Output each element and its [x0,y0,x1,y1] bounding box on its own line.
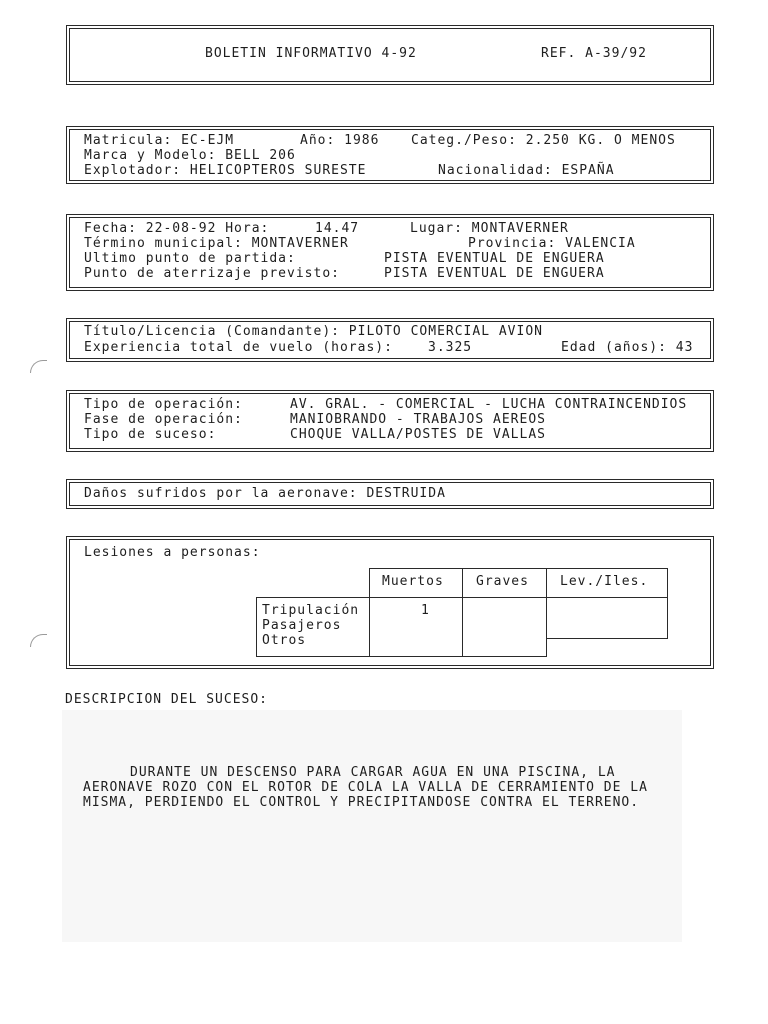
description-line-1: DURANTE UN DESCENSO PARA CARGAR AGUA EN UNA PISCINA, LA [130,765,616,780]
departure-value: PISTA EVENTUAL DE ENGUERA [384,251,605,266]
experience-hours: 3.325 [428,340,473,355]
landing-value: PISTA EVENTUAL DE ENGUERA [384,266,605,281]
row-label-otros: Otros [262,633,307,648]
leves-cell [546,597,668,639]
aircraft-damage: Daños sufridos por la aeronave: DESTRUIDA [84,486,446,501]
event-type: CHOQUE VALLA/POSTES DE VALLAS [290,427,546,442]
description-line-2: AERONAVE ROZO CON EL ROTOR DE COLA LA VALLA DE CERRAMIENTO DE LA [83,780,648,795]
muertos-cell [369,597,463,657]
col-header-leves: Lev./Iles. [560,574,649,589]
registration: Matricula: EC-EJM [84,133,235,148]
description-line-3: MISMA, PERDIENDO EL CONTROL Y PRECIPITANDOSE CONTRA EL TERRENO. [83,795,640,810]
punch-hole-bottom [30,634,47,647]
col-header-muertos: Muertos [382,574,444,589]
operation-phase-label: Fase de operación: [84,412,243,427]
operation-phase: MANIOBRANDO - TRABAJOS AEREOS [290,412,546,427]
province: Provincia: VALENCIA [468,236,636,251]
bulletin-title: BOLETIN INFORMATIVO 4-92 [205,46,417,61]
row-label-tripulacion: Tripulación [262,603,360,618]
time-value: 14.47 [315,221,360,236]
date-time-label: Fecha: 22-08-92 Hora: [84,221,270,236]
injuries-title: Lesiones a personas: [84,545,261,560]
make-model: Marca y Modelo: BELL 206 [84,148,296,163]
operation-type-label: Tipo de operación: [84,397,243,412]
municipality: Término municipal: MONTAVERNER [84,236,349,251]
row-label-pasajeros: Pasajeros [262,618,342,633]
operator: Explotador: HELICOPTEROS SURESTE [84,163,367,178]
reference-number: REF. A-39/92 [541,46,647,61]
pilot-age: Edad (años): 43 [561,340,694,355]
category-weight: Categ./Peso: 2.250 KG. O MENOS [411,133,676,148]
event-type-label: Tipo de suceso: [84,427,217,442]
place: Lugar: MONTAVERNER [410,221,569,236]
landing-label: Punto de aterrizaje previsto: [84,266,340,281]
departure-label: Ultimo punto de partida: [84,251,296,266]
graves-cell [462,597,547,657]
description-title: DESCRIPCION DEL SUCESO: [65,692,269,707]
pilot-license: Título/Licencia (Comandante): PILOTO COMERCIAL AVION [84,324,543,339]
punch-hole-top [30,360,47,373]
year: Año: 1986 [300,133,380,148]
experience-label: Experiencia total de vuelo (horas): [84,340,393,355]
operation-type: AV. GRAL. - COMERCIAL - LUCHA CONTRAINCENDIOS [290,397,688,412]
col-header-graves: Graves [476,574,529,589]
muertos-tripulacion-value: 1 [421,603,430,618]
description-area [62,710,682,942]
nationality: Nacionalidad: ESPAÑA [438,163,615,178]
